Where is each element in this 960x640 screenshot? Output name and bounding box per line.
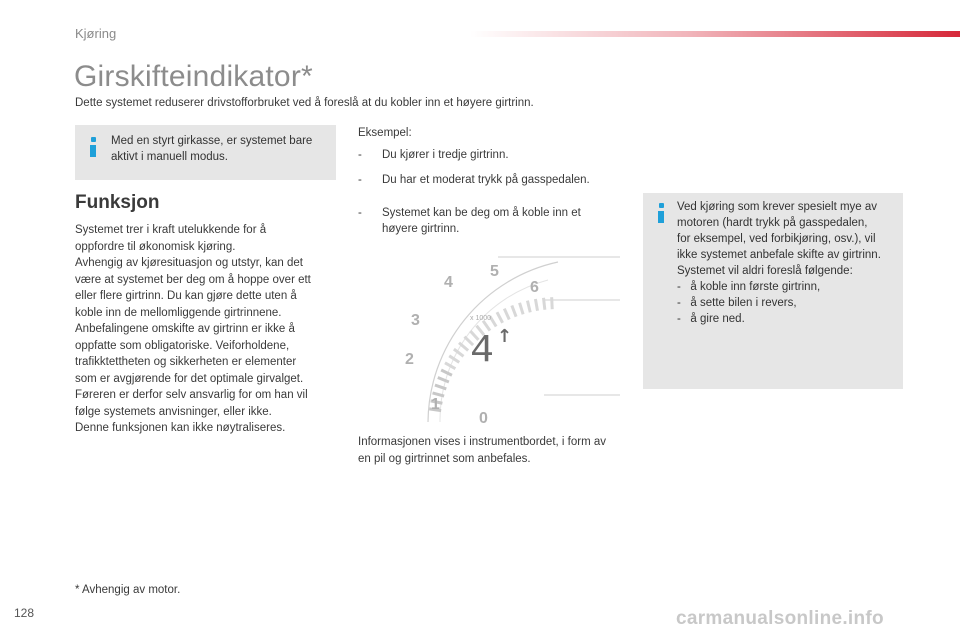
rev-tick [552, 297, 553, 309]
footnote: * Avhengig av motor. [75, 584, 181, 596]
rev-tick [504, 309, 509, 320]
example-label: Eksempel: [358, 127, 412, 139]
rev-tick [520, 303, 524, 314]
section-label: Kjøring [75, 26, 117, 41]
rev-tick [535, 299, 537, 311]
rev-tick [441, 370, 452, 375]
tick-label: 6 [530, 279, 539, 296]
rpm-scale-label: x 1000 [470, 315, 492, 322]
rev-tick [544, 298, 545, 310]
rev-tick [445, 363, 455, 369]
page-title: Girskifteindikator* [74, 60, 313, 93]
note-text: Ved kjøring som krever spesielt mye av motoren (hardt trykk på gasspedalen, for eksempel, ved forbikjøring, osv.), vil ikke systemet anbefale skifte av girtrinn. Systemet vil aldri foreslå følgende: - å koble inn første girtrinn, - å sette bilen i revers, - å gire ned. [677, 201, 881, 325]
page-number: 128 [14, 606, 35, 620]
intro-text: Dette systemet reduserer drivstofforbruket ved å foreslå at du kobler inn et høyere girtrinn. [75, 97, 534, 109]
watermark: carmanualsonline.info [676, 608, 884, 629]
header-accent-bar [470, 31, 960, 37]
tick-label: 0 [479, 410, 488, 427]
function-heading: Funksjon [75, 192, 160, 213]
rev-tick [438, 377, 449, 382]
recommended-gear: 4 [470, 329, 495, 374]
tick-label: 1 [431, 396, 440, 413]
instrument-cluster-illustration [358, 252, 620, 427]
tick-label: 4 [444, 274, 453, 291]
cluster-caption: Informasjonen vises i instrumentbordet, i form av en pil og girtrinnet som anbefales. [358, 436, 606, 465]
manual-mode-note [75, 125, 336, 180]
info-icon [657, 203, 665, 225]
rev-tick [435, 385, 446, 389]
function-body: Systemet trer i kraft utelukkende for å oppfordre til økonomisk kjøring. Avhengig av kjøresituasjon og utstyr, kan det være at systemet ber deg om å hoppe over ett eller flere girtrinn. Du kan gjøre dette uten å koble inn de mellomliggende girtrinnene. Anbefalingene omskifte av girtrinn er ikke å oppfatte som obligatoriske. Veiforholdene, trafikktettheten og sikkerheten er elementer som er avgjørende for det optimale girvalget. Føreren er derfor selv ansvarlig for om han vil følge systemets anvisninger, eller ikke. Denne funksjonen kan ikke nøytraliseres. [75, 224, 311, 434]
tick-label: 2 [405, 351, 414, 368]
tick-label: 5 [490, 263, 499, 280]
driving-exception-note [643, 193, 903, 389]
rev-tick [497, 312, 503, 323]
info-icon [89, 137, 97, 159]
note-text: Med en styrt girkasse, er systemet bare aktivt i manuell modus. [111, 135, 313, 163]
tick-label: 3 [411, 312, 420, 329]
rev-tick [512, 305, 516, 316]
rev-tick [527, 301, 530, 313]
gear-up-arrow-icon: ↑ [497, 326, 513, 347]
